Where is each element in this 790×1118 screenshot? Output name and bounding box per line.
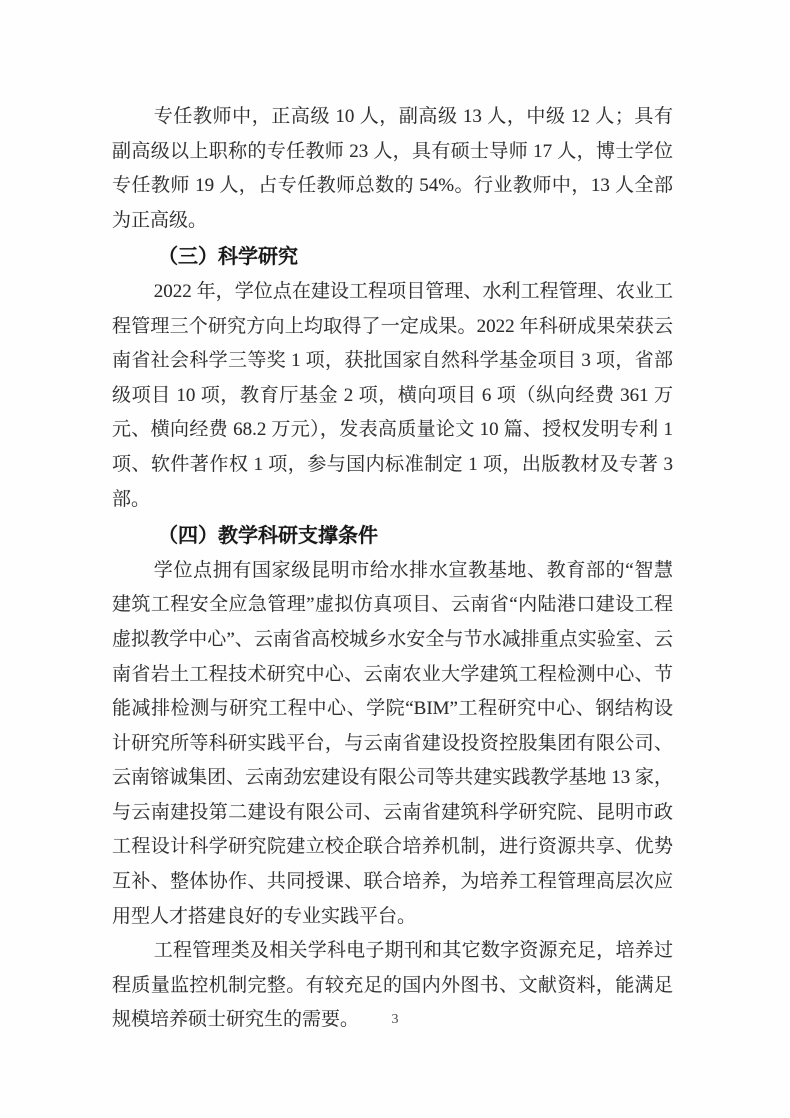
paragraph-faculty-stats: 专任教师中，正高级 10 人，副高级 13 人，中级 12 人；具有副高级以上职称的专任教师 23 人，具有硕士导师 17 人，博士学位专任教师 19 人，占专任教师总数的 54%。行业教师中，13 人全部为正高级。	[112, 106, 673, 231]
paragraph-support-platforms: 学位点拥有国家级昆明市给水排水宣教基地、教育部的“智慧建筑工程安全应急管理”虚拟仿真项目、云南省“内陆港口建设工程虚拟教学中心”、云南省高校城乡水安全与节水减排重点实验室、云南省岩土工程技术研究中心、云南农业大学建筑工程检测中心、节能减排检测与研究工程中心、学院“BIM”工程研究中心、钢结构设计研究所等科研实践平台，与云南省建设投资控股集团有限公司、云南镕诚集团、云南劲宏建设有限公司等共建实践教学基地 13 家，与云南建投第二建设有限公司、云南省建筑科学研究院、昆明市政工程设计科学研究院建立校企联合培养机制，进行资源共享、优势互补、整体协作、共同授课、联合培养，为培养工程管理高层次应用型人才搭建良好的专业实践平台。	[112, 559, 673, 927]
paragraph-digital-resources: 工程管理类及相关学科电子期刊和其它数字资源充足，培养过程质量监控机制完整。有较充足的国内外图书、文献资料，能满足规模培养硕士研究生的需要。	[112, 940, 673, 1031]
page-number: 3	[391, 1012, 399, 1027]
document-content	[112, 100, 673, 1038]
section-heading-scientific-research: （三）科学研究	[158, 246, 298, 269]
paragraph-research-achievements: 2022 年，学位点在建设工程项目管理、水利工程管理、农业工程管理三个研究方向上均取得了一定成果。2022 年科研成果荣获云南省社会科学三等奖 1 项，获批国家自然科学基金项目 3 项，省部级项目 10 项，教育厅基金 2 项，横向项目 6 项（纵向经费 361 万元、横向经费 68.2 万元），发表高质量论文 10 篇、授权发明专利 1 项、软件著作权 1 项，参与国内标准制定 1 项，出版教材及专著 3 部。	[112, 280, 673, 510]
section-heading-teaching-research-support: （四）教学科研支撑条件	[158, 525, 378, 548]
